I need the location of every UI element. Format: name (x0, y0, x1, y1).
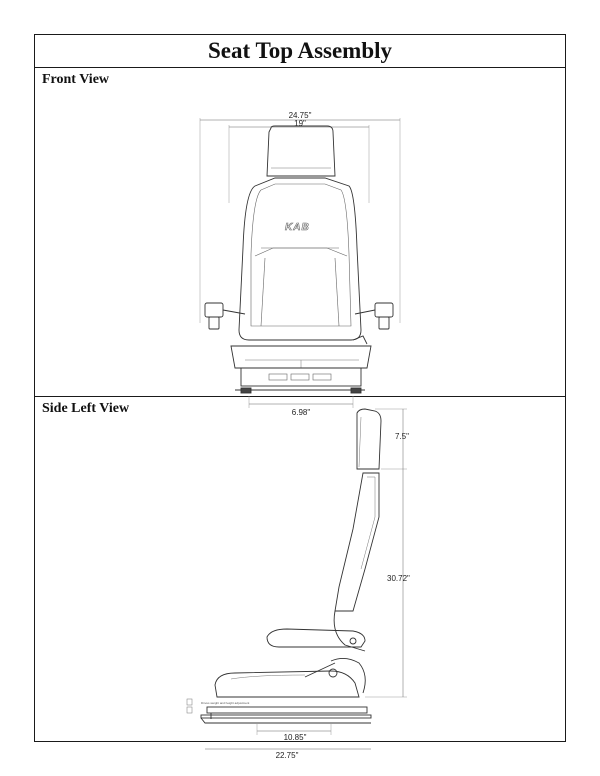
adjustment-note: Drives weight and height adjustment (201, 701, 250, 705)
headrest (267, 126, 335, 176)
side-headrest (357, 409, 381, 469)
dim-overall-depth: 22.75" (275, 751, 299, 760)
side-view-label: Side Left View (42, 401, 130, 416)
drawing-sheet (34, 34, 566, 760)
side-view-drawing (35, 397, 567, 760)
dim-overall-height: 30.72" (387, 574, 410, 583)
side-slide-rail (207, 707, 367, 713)
dim-back-width: 19" (294, 119, 306, 128)
adjust-lever (353, 336, 367, 344)
side-view-panel (35, 397, 565, 760)
side-armrest (267, 629, 365, 647)
armrest-left (205, 303, 223, 317)
seat-logo: KAB (285, 222, 310, 233)
dim-base-width: 6.98" (291, 408, 311, 417)
seat-base (241, 368, 361, 386)
dim-overall-width: 24.75" (288, 111, 312, 120)
dim-slide-length: 10.85" (283, 733, 307, 742)
armrest-right (375, 303, 393, 317)
side-backrest (335, 473, 379, 611)
front-view-label: Front View (42, 72, 110, 87)
dim-headrest-height: 7.5" (395, 432, 409, 441)
page-title: Seat Top Assembly (35, 35, 565, 68)
backrest (239, 178, 361, 340)
